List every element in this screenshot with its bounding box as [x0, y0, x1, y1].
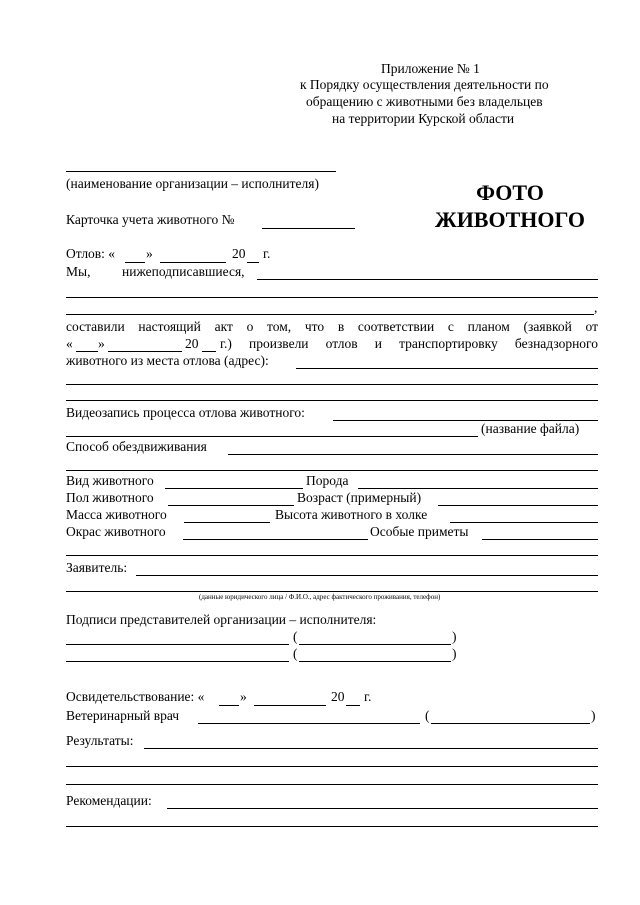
- act-year-prefix: 20: [185, 336, 199, 351]
- animal-age-field[interactable]: [438, 505, 598, 506]
- act-quote-close: »: [98, 336, 105, 351]
- animal-kind-field[interactable]: [165, 488, 303, 489]
- recommendations-label: Рекомендации:: [66, 793, 152, 808]
- results-label: Результаты:: [66, 733, 134, 748]
- act-day-field[interactable]: [76, 351, 98, 352]
- signature-field-2[interactable]: [66, 661, 289, 662]
- exam-month-field[interactable]: [254, 705, 326, 706]
- card-number-field[interactable]: [262, 228, 355, 229]
- signature-name-field-1[interactable]: [299, 644, 451, 645]
- animal-color-label: Окрас животного: [66, 524, 166, 539]
- act-quote-open: «: [66, 336, 73, 351]
- undersigned-field[interactable]: [257, 279, 598, 280]
- animal-color-field[interactable]: [183, 539, 368, 540]
- animal-marks-label: Особые приметы: [370, 524, 469, 539]
- signature-name-open-1: (: [293, 629, 298, 644]
- signatures-label: Подписи представителей организации – исполнителя:: [66, 612, 377, 627]
- signature-name-close-2: ): [452, 646, 457, 661]
- animal-weight-field[interactable]: [184, 522, 270, 523]
- catch-month-field[interactable]: [160, 262, 226, 263]
- address-field-2[interactable]: [66, 384, 598, 385]
- exam-year-field[interactable]: [346, 705, 360, 706]
- act-address-label: животного из места отлова (адрес):: [66, 353, 269, 368]
- signature-name-field-2[interactable]: [299, 661, 451, 662]
- act-text-line-1: составили настоящий акт о том, что в соответствии с планом (заявкой от: [66, 319, 598, 334]
- photo-placeholder-line-1: ФОТО: [476, 180, 544, 205]
- animal-breed-field[interactable]: [358, 488, 598, 489]
- signature-name-close-1: ): [452, 629, 457, 644]
- results-field[interactable]: [144, 748, 598, 749]
- recommendations-field-2[interactable]: [66, 826, 598, 827]
- vet-signature-field[interactable]: [198, 723, 420, 724]
- appendix-line-2: к Порядку осуществления деятельности по: [300, 77, 549, 92]
- animal-notes-field[interactable]: [66, 555, 598, 556]
- applicant-caption: (данные юридического лица / Ф.И.О., адрес фактического проживания, телефон): [199, 593, 441, 601]
- org-name-line: [66, 171, 336, 172]
- exam-year-prefix: 20: [331, 689, 345, 704]
- we-label: Мы,: [66, 264, 91, 279]
- animal-height-label: Высота животного в холке: [275, 507, 428, 522]
- immobilization-field-2[interactable]: [66, 470, 598, 471]
- applicant-field[interactable]: [136, 575, 598, 576]
- vet-name-close: ): [591, 708, 596, 723]
- results-field-3[interactable]: [66, 784, 598, 785]
- applicant-field-2[interactable]: [66, 591, 598, 592]
- animal-kind-label: Вид животного: [66, 473, 154, 488]
- undersigned-field-2[interactable]: [66, 297, 598, 298]
- recommendations-field[interactable]: [167, 808, 598, 809]
- catch-date-label: Отлов: «: [66, 246, 116, 261]
- exam-day-field[interactable]: [219, 705, 239, 706]
- act-month-field[interactable]: [108, 351, 182, 352]
- org-name-caption: (наименование организации – исполнителя): [66, 176, 319, 191]
- results-field-2[interactable]: [66, 766, 598, 767]
- animal-sex-field[interactable]: [168, 505, 294, 506]
- appendix-line-4: на территории Курской области: [332, 111, 515, 126]
- animal-height-field[interactable]: [450, 522, 598, 523]
- exam-quote-close: »: [240, 689, 247, 704]
- vet-name-open: (: [425, 708, 430, 723]
- catch-day-field[interactable]: [125, 262, 145, 263]
- exam-year-suffix: г.: [364, 689, 372, 704]
- address-field-3[interactable]: [66, 400, 598, 401]
- appendix-title: Приложение № 1: [381, 61, 480, 76]
- animal-marks-field[interactable]: [482, 539, 598, 540]
- exam-label: Освидетельствование: «: [66, 689, 205, 704]
- appendix-line-3: обращению с животными без владельцев: [306, 94, 543, 109]
- immobilization-label: Способ обездвиживания: [66, 439, 207, 454]
- animal-weight-label: Масса животного: [66, 507, 167, 522]
- address-field[interactable]: [296, 368, 598, 369]
- video-file-caption: (название файла): [481, 421, 580, 436]
- undersigned-field-3[interactable]: [66, 314, 594, 315]
- animal-sex-label: Пол животного: [66, 490, 154, 505]
- act-text-line-2: г.) произвели отлов и транспортировку безнадзорного: [220, 336, 598, 351]
- undersigned-comma: ,: [594, 300, 598, 315]
- undersigned-label: нижеподписавшиеся,: [122, 264, 245, 279]
- immobilization-field[interactable]: [228, 454, 598, 455]
- vet-label: Ветеринарный врач: [66, 708, 180, 723]
- vet-name-field[interactable]: [431, 723, 590, 724]
- signature-field-1[interactable]: [66, 644, 289, 645]
- photo-placeholder-line-2: ЖИВОТНОГО: [434, 207, 586, 232]
- catch-year-field[interactable]: [247, 262, 259, 263]
- signature-name-open-2: (: [293, 646, 298, 661]
- video-filename-field[interactable]: [66, 436, 478, 437]
- animal-age-label: Возраст (примерный): [297, 490, 422, 505]
- catch-year-suffix: г.: [263, 246, 271, 261]
- animal-breed-label: Порода: [306, 473, 349, 488]
- catch-date-quote: »: [146, 246, 153, 261]
- applicant-label: Заявитель:: [66, 560, 128, 575]
- act-year-field[interactable]: [202, 351, 216, 352]
- catch-year-prefix: 20: [232, 246, 246, 261]
- video-label: Видеозапись процесса отлова животного:: [66, 405, 305, 420]
- card-number-label: Карточка учета животного №: [66, 212, 235, 227]
